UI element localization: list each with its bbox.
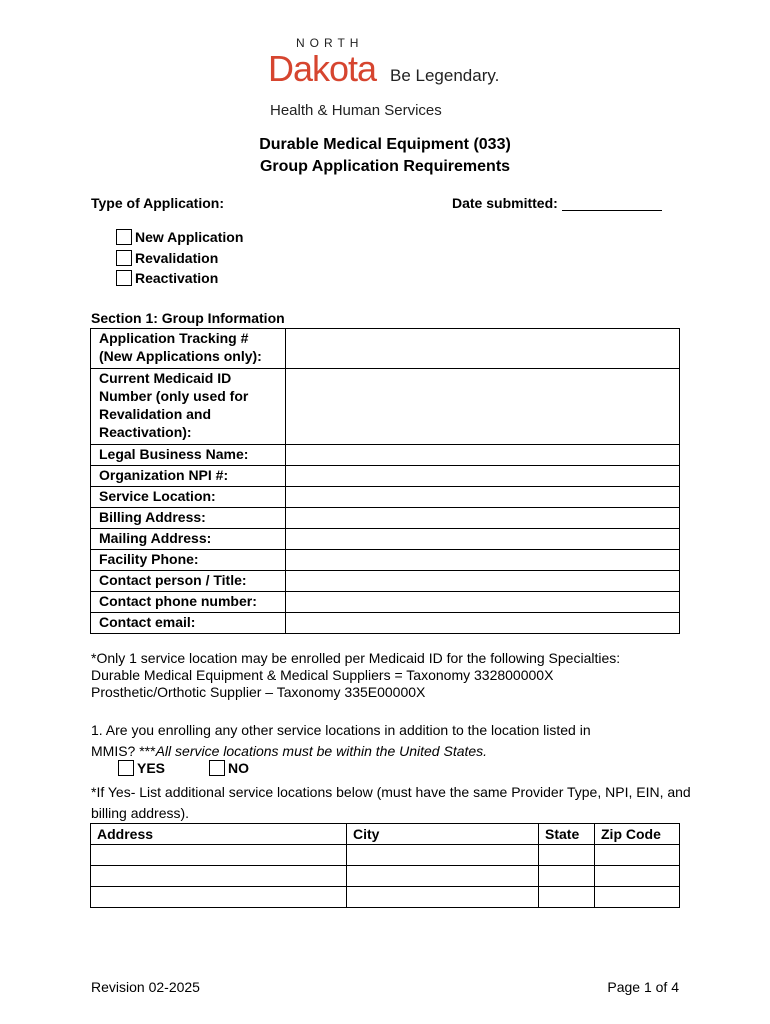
question-1: [91, 720, 591, 762]
cell-address[interactable]: [91, 887, 347, 908]
footer-revision: Revision 02-2025: [91, 979, 200, 995]
field-value-billing-address[interactable]: [286, 508, 680, 529]
field-label: Billing Address:: [91, 508, 286, 529]
table-row: [91, 887, 680, 908]
option-yes[interactable]: [118, 760, 165, 776]
question-1-text: 1. Are you enrolling any other service locations in addition to the location listed in: [91, 722, 591, 738]
option-yes-label: YES: [137, 760, 166, 776]
field-label: Service Location:: [91, 487, 286, 508]
field-value-medicaid-id[interactable]: [286, 369, 680, 445]
cell-state[interactable]: [539, 866, 595, 887]
note-line: Prosthetic/Orthotic Supplier – Taxonomy 335E00000X: [91, 684, 426, 700]
specialty-note: [91, 650, 620, 701]
group-information-table: [90, 328, 680, 634]
type-of-application-label: Type of Application:: [91, 195, 224, 211]
field-label: Contact email:: [91, 613, 286, 634]
cell-zip[interactable]: [595, 866, 680, 887]
checkbox-no[interactable]: [209, 760, 225, 776]
option-revalidation-label: Revalidation: [135, 250, 219, 266]
note-line: *Only 1 service location may be enrolled per Medicaid ID for the following Specialties:: [91, 650, 621, 666]
field-value-mailing-address[interactable]: [286, 529, 680, 550]
logo-north: NORTH: [296, 36, 364, 50]
table-row: [91, 550, 680, 571]
cell-state[interactable]: [539, 845, 595, 866]
option-new-application-label: New Application: [135, 229, 244, 245]
field-value-facility-phone[interactable]: [286, 550, 680, 571]
table-row: [91, 508, 680, 529]
cell-state[interactable]: [539, 887, 595, 908]
table-row: [91, 369, 680, 445]
footer-page-number: Page 1 of 4: [607, 979, 679, 995]
logo-dakota: Dakota: [268, 48, 377, 89]
field-value-npi[interactable]: [286, 466, 680, 487]
if-yes-instructions: *If Yes- List additional service locations below (must have the same Provider Type, NPI, EIN, and billing address).: [91, 784, 691, 821]
checkbox-yes[interactable]: [118, 760, 134, 776]
table-row: [91, 845, 680, 866]
section1-heading: Section 1: Group Information: [91, 310, 285, 326]
field-label: Application Tracking # (New Applications only):: [91, 329, 286, 369]
field-label: Facility Phone:: [91, 550, 286, 571]
page-title: Durable Medical Equipment (033): [259, 136, 511, 153]
question-1-text-cont: [91, 741, 591, 762]
field-value-service-location[interactable]: [286, 487, 680, 508]
option-new-application[interactable]: [116, 229, 243, 245]
option-reactivation-label: Reactivation: [135, 270, 219, 286]
table-row: [91, 487, 680, 508]
table-header-row: [91, 824, 680, 845]
nd-hhs-logo: [268, 36, 508, 122]
option-revalidation[interactable]: [116, 250, 218, 266]
table-row: [91, 613, 680, 634]
field-value-contact-phone[interactable]: [286, 592, 680, 613]
date-submitted-field[interactable]: [562, 197, 662, 211]
table-row: [91, 866, 680, 887]
cell-city[interactable]: [347, 845, 539, 866]
option-no[interactable]: [209, 760, 249, 776]
logo-department: Health & Human Services: [270, 102, 442, 119]
table-row: [91, 466, 680, 487]
header-zip-code: Zip Code: [595, 824, 680, 845]
field-value-contact-email[interactable]: [286, 613, 680, 634]
field-label: Organization NPI #:: [91, 466, 286, 487]
option-no-label: NO: [228, 760, 249, 776]
question-1-mmis: MMIS? ***: [91, 743, 156, 759]
date-submitted: [452, 195, 662, 211]
field-label: Contact person / Title:: [91, 571, 286, 592]
field-label: Legal Business Name:: [91, 445, 286, 466]
additional-locations-table: [90, 823, 680, 908]
date-submitted-label: Date submitted:: [452, 195, 558, 211]
option-reactivation[interactable]: [116, 270, 218, 286]
field-value-legal-business-name[interactable]: [286, 445, 680, 466]
cell-address[interactable]: [91, 866, 347, 887]
table-row: [91, 571, 680, 592]
header-address: Address: [91, 824, 347, 845]
checkbox-revalidation[interactable]: [116, 250, 132, 266]
field-value-contact-person[interactable]: [286, 571, 680, 592]
header-state: State: [539, 824, 595, 845]
table-row: [91, 529, 680, 550]
checkbox-new-application[interactable]: [116, 229, 132, 245]
field-label: Current Medicaid ID Number (only used for Revalidation and Reactivation):: [91, 369, 286, 445]
question-1-italic: All service locations must be within the United States.: [155, 743, 488, 759]
cell-address[interactable]: [91, 845, 347, 866]
table-row: [91, 592, 680, 613]
header-city: City: [347, 824, 539, 845]
cell-zip[interactable]: [595, 887, 680, 908]
logo-tagline: Be Legendary.: [390, 66, 500, 85]
page-subtitle: Group Application Requirements: [259, 158, 511, 175]
table-row: [91, 329, 680, 369]
table-row: [91, 445, 680, 466]
field-label: Contact phone number:: [91, 592, 286, 613]
cell-city[interactable]: [347, 866, 539, 887]
field-value-tracking[interactable]: [286, 329, 680, 369]
checkbox-reactivation[interactable]: [116, 270, 132, 286]
cell-zip[interactable]: [595, 845, 680, 866]
cell-city[interactable]: [347, 887, 539, 908]
field-label: Mailing Address:: [91, 529, 286, 550]
note-line: Durable Medical Equipment & Medical Suppliers = Taxonomy 332800000X: [91, 667, 554, 683]
